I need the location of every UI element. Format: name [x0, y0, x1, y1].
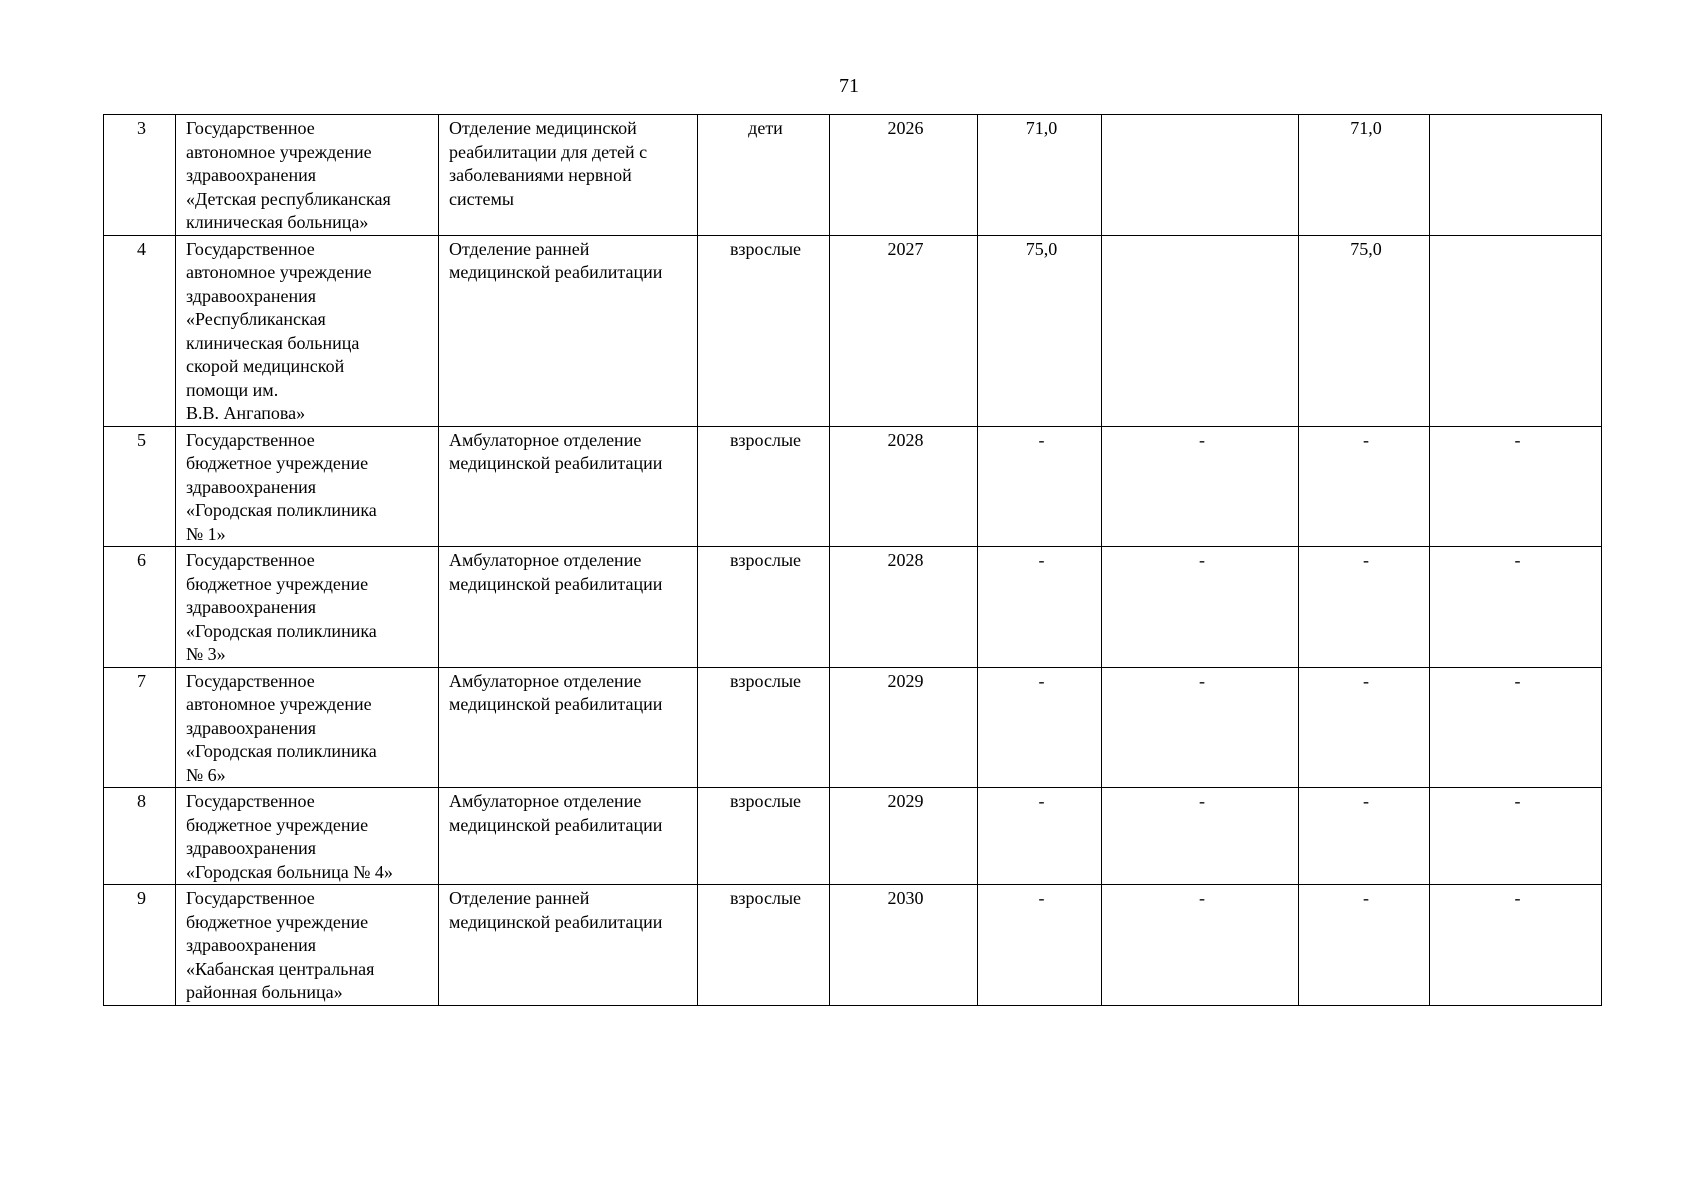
organization-name-line: здравоохранения: [186, 285, 317, 306]
value-cell-2: [1102, 115, 1299, 236]
target-group: взрослые: [698, 547, 830, 668]
organization-name: [176, 235, 439, 426]
value-cell-4: -: [1430, 547, 1602, 668]
organization-name-line: Государственное: [186, 670, 315, 691]
value-cell-3: 71,0: [1299, 115, 1430, 236]
organization-name-line: «Городская больница № 4»: [186, 861, 393, 882]
table-row: [104, 667, 1602, 788]
target-group: взрослые: [698, 235, 830, 426]
page-number: 71: [839, 75, 859, 97]
value-cell-4: -: [1430, 667, 1602, 788]
organization-name-line: автономное учреждение: [186, 694, 372, 714]
organization-name-line: бюджетное учреждение: [186, 814, 369, 835]
organization-name-line: здравоохранения: [186, 597, 317, 617]
year-cell: 2029: [830, 788, 978, 885]
organization-name-line: бюджетное учреждение: [186, 573, 369, 594]
target-group: взрослые: [698, 788, 830, 885]
value-cell-1: -: [978, 667, 1102, 788]
organization-name-line: № 1»: [186, 523, 226, 544]
row-number: 5: [104, 426, 176, 547]
row-number: 8: [104, 788, 176, 885]
organization-name-line: «Городская поликлиника: [186, 500, 377, 520]
value-cell-3: -: [1299, 788, 1430, 885]
row-number: 4: [104, 235, 176, 426]
value-cell-1: -: [978, 547, 1102, 668]
organization-name-line: «Детская республиканская: [186, 188, 391, 209]
organization-name-line: Государственное: [186, 888, 315, 908]
year-cell: 2029: [830, 667, 978, 788]
value-cell-3: -: [1299, 426, 1430, 547]
value-cell-3: 75,0: [1299, 235, 1430, 426]
organization-name: [176, 115, 439, 236]
organization-name-line: «Кабанская центральная: [186, 958, 375, 979]
year-cell: 2030: [830, 885, 978, 1006]
department-name: Отделение ранней медицинской реабилитации: [439, 235, 698, 426]
organization-name-line: № 6»: [186, 764, 226, 785]
year-cell: 2028: [830, 426, 978, 547]
organization-name-line: здравоохранения: [186, 476, 317, 497]
department-name: Амбулаторное отделение медицинской реабилитации: [439, 547, 698, 668]
organization-name-line: здравоохранения: [186, 165, 317, 185]
value-cell-1: 75,0: [978, 235, 1102, 426]
department-name: Отделение медицинской реабилитации для детей с заболеваниями нервной системы: [439, 115, 698, 236]
organization-name-line: Государственное: [186, 238, 315, 259]
organization-name-line: № 3»: [186, 644, 226, 664]
organization-name-line: автономное учреждение: [186, 262, 372, 282]
organization-name-line: автономное учреждение: [186, 141, 372, 162]
value-cell-2: -: [1102, 667, 1299, 788]
organization-name-line: районная больница»: [186, 982, 343, 1002]
organization-name-line: бюджетное учреждение: [186, 453, 369, 473]
organization-name-line: Государственное: [186, 429, 315, 450]
row-number: 7: [104, 667, 176, 788]
organization-name-line: клиническая больница: [186, 332, 360, 353]
table-row: [104, 426, 1602, 547]
value-cell-1: -: [978, 426, 1102, 547]
year-cell: 2026: [830, 115, 978, 236]
organization-name: [176, 885, 439, 1006]
organization-name-line: скорой медицинской: [186, 356, 345, 376]
value-cell-4: -: [1430, 885, 1602, 1006]
year-cell: 2028: [830, 547, 978, 668]
organization-name-line: здравоохранения: [186, 838, 317, 858]
organization-name-line: здравоохранения: [186, 935, 317, 955]
table-row: [104, 115, 1602, 236]
department-name: Амбулаторное отделение медицинской реабилитации: [439, 788, 698, 885]
organization-name-line: бюджетное учреждение: [186, 911, 369, 932]
value-cell-3: -: [1299, 885, 1430, 1006]
table-row: [104, 885, 1602, 1006]
value-cell-4: -: [1430, 426, 1602, 547]
value-cell-4: -: [1430, 788, 1602, 885]
value-cell-2: -: [1102, 426, 1299, 547]
organization-name-line: здравоохранения: [186, 717, 317, 738]
organization-name: [176, 547, 439, 668]
value-cell-2: -: [1102, 788, 1299, 885]
organization-name-line: «Республиканская: [186, 309, 326, 329]
value-cell-2: -: [1102, 885, 1299, 1006]
value-cell-1: -: [978, 788, 1102, 885]
organization-name-line: «Городская поликлиника: [186, 741, 377, 761]
facilities-table: [103, 114, 1602, 1006]
organization-name-line: В.В. Ангапова»: [186, 403, 306, 423]
organization-name: [176, 788, 439, 885]
organization-name-line: помощи им.: [186, 379, 279, 400]
value-cell-4: [1430, 115, 1602, 236]
value-cell-3: -: [1299, 547, 1430, 668]
value-cell-1: -: [978, 885, 1102, 1006]
table-body: [104, 115, 1602, 1006]
organization-name-line: клиническая больница»: [186, 212, 369, 232]
organization-name-line: «Городская поликлиника: [186, 620, 377, 641]
value-cell-3: -: [1299, 667, 1430, 788]
row-number: 3: [104, 115, 176, 236]
value-cell-2: [1102, 235, 1299, 426]
target-group: взрослые: [698, 885, 830, 1006]
organization-name-line: Государственное: [186, 791, 315, 811]
table-row: [104, 547, 1602, 668]
row-number: 9: [104, 885, 176, 1006]
value-cell-1: 71,0: [978, 115, 1102, 236]
organization-name: [176, 667, 439, 788]
organization-name: [176, 426, 439, 547]
value-cell-4: [1430, 235, 1602, 426]
target-group: дети: [698, 115, 830, 236]
value-cell-2: -: [1102, 547, 1299, 668]
department-name: Амбулаторное отделение медицинской реабилитации: [439, 667, 698, 788]
department-name: Амбулаторное отделение медицинской реабилитации: [439, 426, 698, 547]
table-row: [104, 235, 1602, 426]
table-row: [104, 788, 1602, 885]
year-cell: 2027: [830, 235, 978, 426]
department-name: Отделение ранней медицинской реабилитации: [439, 885, 698, 1006]
target-group: взрослые: [698, 426, 830, 547]
organization-name-line: Государственное: [186, 118, 315, 138]
target-group: взрослые: [698, 667, 830, 788]
row-number: 6: [104, 547, 176, 668]
organization-name-line: Государственное: [186, 550, 315, 570]
